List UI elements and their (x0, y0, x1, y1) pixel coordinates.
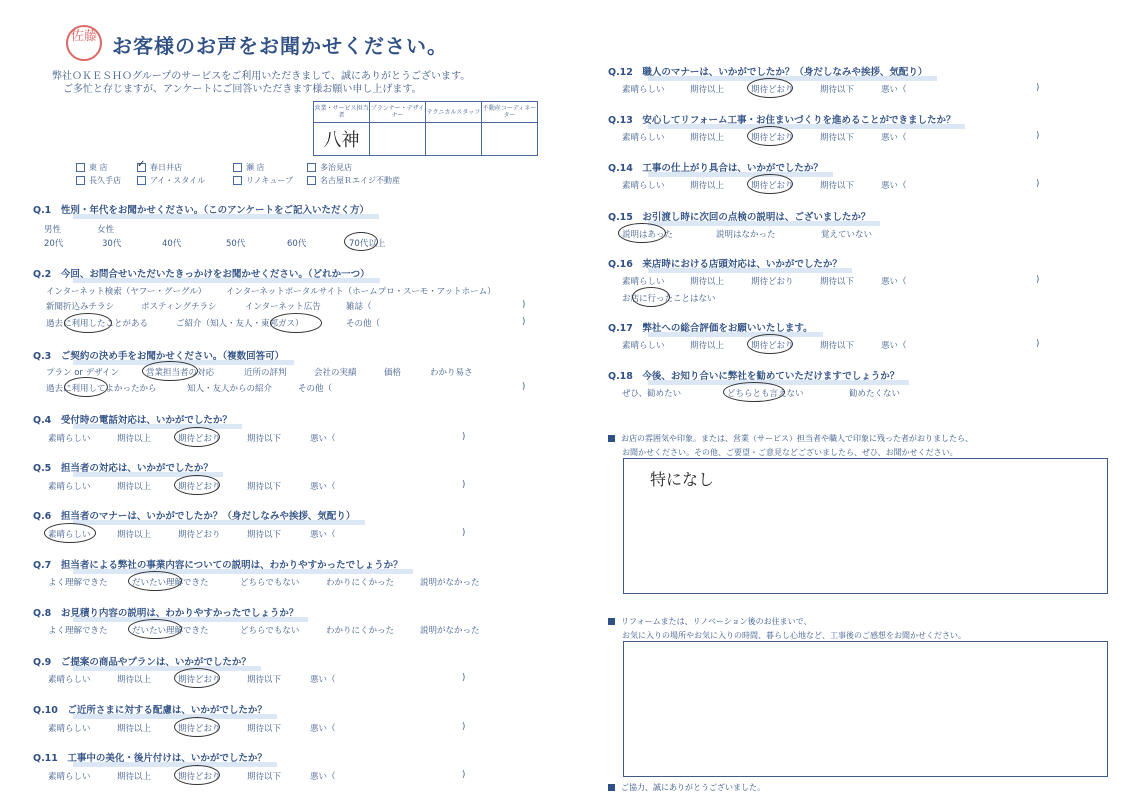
option-selected[interactable]: どちらとも言えない (727, 389, 804, 399)
option[interactable]: 期待以上 (690, 133, 725, 143)
answer-circle (632, 287, 670, 307)
seal-stamp: 佐藤 (66, 25, 102, 61)
paren: ) (462, 480, 466, 490)
answer-circle (174, 668, 220, 688)
option[interactable]: 期待以上 (117, 772, 152, 782)
store-option[interactable]: ✓ 春日井店 (137, 162, 182, 173)
question-q14: Q.14 工事の仕上がり具合は、いかがでしたか？ (608, 160, 823, 174)
intro-line-2: ご多忙と存じますが、アンケートにご回答いただきます様お願い申し上げます。 (63, 84, 422, 95)
option[interactable]: 期待どおり (178, 530, 221, 540)
checkbox[interactable] (307, 176, 316, 185)
option[interactable]: どちらでもない (240, 578, 300, 588)
checkbox[interactable] (233, 176, 242, 185)
store-option[interactable]: 瀬 店 (233, 162, 265, 173)
option[interactable]: 期待以上 (690, 181, 725, 191)
store-option[interactable]: アイ・スタイル (137, 175, 205, 186)
option[interactable]: 素晴らしい (48, 434, 91, 444)
option[interactable]: よく理解できた (48, 626, 108, 636)
paren: ) (462, 673, 466, 683)
option[interactable]: 期待以上 (117, 530, 152, 540)
option[interactable]: 素晴らしい (48, 772, 91, 782)
option[interactable]: 期待以下 (247, 530, 282, 540)
option[interactable]: 悪い（ (881, 341, 907, 351)
answer-circle (747, 174, 793, 194)
option[interactable]: わかりにくかった (326, 626, 395, 636)
staff-header-sales: 営業・サービス担当者 (314, 102, 370, 123)
checkbox[interactable] (307, 163, 316, 172)
option-selected[interactable]: だいたい理解できた (132, 626, 209, 636)
answer-circle (747, 78, 793, 98)
option-selected[interactable]: 期待どおり (751, 341, 794, 351)
paren: ) (462, 432, 466, 442)
option[interactable]: 期待以下 (247, 482, 282, 492)
option[interactable]: 素晴らしい (622, 277, 665, 287)
question-q7: Q.7 担当者による弊社の事業内容についての説明は、わかりやすかったでしょうか？ (33, 557, 403, 571)
option-selected[interactable]: だいたい理解できた (132, 578, 209, 588)
footer-thanks: ご協力、誠にありがとうございました。 (608, 782, 765, 793)
option[interactable]: プラン or デザイン (46, 368, 120, 378)
answer-circle (618, 223, 666, 243)
option-selected[interactable]: お店に行ったことはない (622, 294, 716, 304)
option[interactable]: 悪い（ (310, 724, 336, 734)
option[interactable]: その他（ (298, 384, 333, 394)
option[interactable]: 期待以下 (247, 675, 282, 685)
question-q10: Q.10 ご近所さまに対する配慮は、いかがでしたか？ (33, 702, 267, 716)
paren: ) (462, 770, 466, 780)
option[interactable]: よく理解できた (48, 578, 108, 588)
question-q11: Q.11 工事中の美化・後片付けは、いかがでしたか？ (33, 750, 267, 764)
option[interactable]: 会社の実績 (314, 368, 357, 378)
paren: ) (462, 722, 466, 732)
option[interactable]: 60代 (287, 239, 307, 249)
comment1-box[interactable] (623, 458, 1108, 594)
option[interactable]: 知人・友人からの紹介 (187, 384, 273, 394)
option[interactable]: 30代 (102, 239, 122, 249)
answer-circle (174, 717, 220, 737)
option[interactable]: 悪い（ (881, 85, 907, 95)
answer-circle (344, 232, 378, 251)
staff-value-technical[interactable] (426, 123, 482, 156)
option[interactable]: 40代 (162, 239, 182, 249)
option[interactable]: 女性 (97, 225, 115, 235)
answer-circle (723, 382, 785, 402)
question-q13: Q.13 安心してリフォーム工事・お住まいづくりを進めることができましたか？ (608, 112, 955, 126)
question-q16: Q.16 来店時における店頭対応は、いかがでしたか？ (608, 256, 842, 270)
question-q4: Q.4 受付時の電話対応は、いかがでしたか？ (33, 412, 232, 426)
option[interactable]: 素晴らしい (48, 482, 91, 492)
question-q18: Q.18 今後、お知り合いに弊社を勧めていただけますでしょうか？ (608, 368, 899, 382)
checkbox[interactable] (137, 176, 146, 185)
option[interactable]: ご紹介（知人・友人・東邦ガス） (176, 319, 304, 329)
answer-circle (64, 313, 112, 333)
option[interactable]: 50代 (226, 239, 246, 249)
answer-circle (174, 427, 220, 447)
option[interactable]: 素晴らしい (622, 133, 665, 143)
staff-header-realestate: 不動産コーディネーター (482, 102, 538, 123)
paren: ) (1036, 275, 1040, 285)
option[interactable]: 素晴らしい (622, 181, 665, 191)
answer-circle (64, 377, 108, 397)
option[interactable]: 営業担当者の対応 (146, 368, 215, 378)
comment2-box[interactable] (623, 641, 1108, 777)
page-title: お客様のお声をお聞かせください。 (112, 34, 448, 58)
option[interactable]: 悪い（ (310, 530, 336, 540)
option[interactable]: 男性 (44, 225, 62, 235)
store-option[interactable]: リノキューブ (233, 175, 293, 186)
answer-circle (174, 475, 220, 495)
option[interactable]: その他（ (346, 319, 381, 329)
option[interactable]: 覚えていない (821, 230, 873, 240)
checkbox[interactable] (76, 176, 85, 185)
question-q6: Q.6 担当者のマナーは、いかがでしたか？（身だしなみや挨拶、気配り） (33, 508, 355, 522)
option[interactable]: 説明がなかった (420, 626, 480, 636)
staff-header-technical: テクニカルスタッフ (426, 102, 482, 123)
staff-value-planner[interactable] (370, 123, 426, 156)
option-selected[interactable]: 70代以上 (349, 239, 386, 249)
option[interactable]: 悪い（ (310, 434, 336, 444)
option[interactable]: 期待以下 (820, 341, 855, 351)
answer-circle (747, 334, 793, 354)
option[interactable]: インターネットポータルサイト（ホームプロ・スーモ・アットホーム） (226, 287, 496, 297)
option[interactable]: 期待以上 (117, 724, 152, 734)
option[interactable]: 期待以上 (690, 341, 725, 351)
question-q9: Q.9 ご提案の商品やプランは、いかがでしたか？ (33, 654, 251, 668)
option[interactable]: 素晴らしい (622, 85, 665, 95)
answer-circle (747, 126, 793, 146)
option[interactable]: 期待以下 (247, 772, 282, 782)
store-option[interactable]: 東 店 (76, 162, 108, 173)
option-selected[interactable]: 期待どおり (178, 434, 221, 444)
option[interactable]: インターネット検索（ヤフー・グーグル） (46, 287, 207, 297)
option[interactable]: 素晴らしい (48, 724, 91, 734)
question-q1: Q.1 性別・年代をお聞かせください。（このアンケートをご記入いただく方） (33, 202, 369, 216)
option[interactable]: 近所の評判 (244, 368, 287, 378)
answer-circle (270, 313, 322, 333)
store-option[interactable]: 長久手店 (76, 175, 121, 186)
paren: ) (1036, 339, 1040, 349)
option-selected[interactable]: 期待どおり (178, 724, 221, 734)
option[interactable]: 悪い（ (881, 133, 907, 143)
option[interactable]: ぜひ、勧めたい (622, 389, 682, 399)
paren: ) (1036, 131, 1040, 141)
question-q17: Q.17 弊社への総合評価をお願いいたします。 (608, 320, 813, 334)
paren: ) (522, 382, 526, 392)
answer-circle (174, 765, 220, 785)
store-option[interactable]: 多治見店 (307, 162, 352, 173)
comment1-answer: 特になし (650, 470, 715, 489)
option[interactable]: 20代 (44, 239, 64, 249)
answer-circle (128, 571, 182, 591)
comment2-prompt-line-1: リフォームまたは、リノベーション後のお住まいで、 (608, 616, 811, 627)
option[interactable]: 新聞折込みチラシ (46, 302, 115, 312)
option[interactable]: 勧めたくない (849, 389, 901, 399)
option[interactable]: 悪い（ (881, 181, 907, 191)
intro-line-1: 弊社ＯＫＥＳＨＯグループのサービスをご利用いただきまして、誠にありがとうございます。 (52, 71, 471, 82)
staff-table (313, 101, 538, 156)
question-q2: Q.2 今回、お問合せいただいたきっかけをお聞かせください。（どれか一つ） (33, 266, 370, 280)
option[interactable]: インターネット広告 (245, 302, 321, 312)
option[interactable]: わかりにくかった (326, 578, 395, 588)
question-q15: Q.15 お引渡し時に次回の点検の説明は、ございましたか？ (608, 209, 870, 223)
comment2-prompt-line-2: お気に入りの場所やお気に入りの時間、暮らし心地など、工事後のご感想をお聞かせください。 (622, 631, 966, 640)
paren: ) (1036, 83, 1040, 93)
option[interactable]: 期待以下 (820, 181, 855, 191)
question-q5: Q.5 担当者の対応は、いかがでしたか？ (33, 460, 213, 474)
comment1-prompt-line-2: お聞かせください。その他、ご要望・ご意見などございましたら、ぜひ、お聞かせください。 (622, 448, 958, 457)
option-selected[interactable]: 期待どおり (751, 133, 794, 143)
option[interactable]: 期待以下 (820, 277, 855, 287)
question-q8: Q.8 お見積り内容の説明は、わかりやすかったでしょうか？ (33, 605, 298, 619)
option[interactable]: 期待以下 (820, 85, 855, 95)
option[interactable]: 悪い（ (310, 482, 336, 492)
option-selected[interactable]: 期待どおり (178, 482, 221, 492)
option[interactable]: 期待以上 (117, 434, 152, 444)
option[interactable]: 期待以上 (690, 85, 725, 95)
option[interactable]: 価格 (384, 368, 402, 378)
question-q12: Q.12 職人のマナーは、いかがでしたか？（身だしなみや挨拶、気配り） (608, 64, 927, 78)
option[interactable]: 悪い（ (881, 277, 907, 287)
option[interactable]: 説明がなかった (420, 578, 480, 588)
option[interactable]: 期待以上 (117, 482, 152, 492)
staff-value-realestate[interactable] (482, 123, 538, 156)
option[interactable]: 素晴らしい (48, 675, 91, 685)
question-q3: Q.3 ご契約の決め手をお聞かせください。（複数回答可） (33, 348, 284, 362)
checkbox[interactable] (233, 163, 242, 172)
answer-circle (128, 619, 182, 639)
option[interactable]: 雑誌（ (346, 302, 372, 312)
paren: ) (1036, 179, 1040, 189)
option[interactable]: 期待以上 (690, 277, 725, 287)
option-selected[interactable]: 期待どおり (178, 675, 221, 685)
option-selected[interactable]: 説明はあった (622, 230, 673, 240)
option[interactable]: 悪い（ (310, 772, 336, 782)
option-selected[interactable]: 期待どおり (178, 772, 221, 782)
option[interactable]: 期待以上 (117, 675, 152, 685)
option-selected[interactable]: 素晴らしい (48, 530, 91, 540)
option[interactable]: 過去に利用してよかったから (46, 384, 157, 394)
answer-circle (142, 361, 198, 381)
option[interactable]: 期待以下 (247, 724, 282, 734)
paren: ) (522, 300, 526, 310)
option[interactable]: 説明はなかった (716, 230, 776, 240)
option[interactable]: 過去に利用したことがある (46, 319, 149, 329)
checkbox[interactable] (137, 163, 146, 172)
option[interactable]: わかり易さ (430, 368, 473, 378)
option-selected[interactable]: 期待どおり (751, 85, 794, 95)
staff-value-sales[interactable]: 八神 (314, 123, 370, 156)
paren: ) (462, 528, 466, 538)
answer-circle (44, 523, 96, 543)
option[interactable]: 素晴らしい (622, 341, 665, 351)
comment1-prompt-line-1: お店の雰囲気や印象。または、営業（サービス）担当者や職人で印象に残った者がおりましたら、 (608, 433, 973, 444)
staff-header-planner: プランナー・デザイナー (370, 102, 426, 123)
option[interactable]: 期待どおり (751, 277, 794, 287)
option[interactable]: ポスティングチラシ (141, 302, 217, 312)
option[interactable]: どちらでもない (240, 626, 300, 636)
option-selected[interactable]: 期待どおり (751, 181, 794, 191)
paren: ) (522, 317, 526, 327)
option[interactable]: 悪い（ (310, 675, 336, 685)
store-option[interactable]: 名古屋Ｒエイジ不動産 (307, 175, 400, 186)
option[interactable]: 期待以下 (247, 434, 282, 444)
checkbox[interactable] (76, 163, 85, 172)
option[interactable]: 期待以下 (820, 133, 855, 143)
